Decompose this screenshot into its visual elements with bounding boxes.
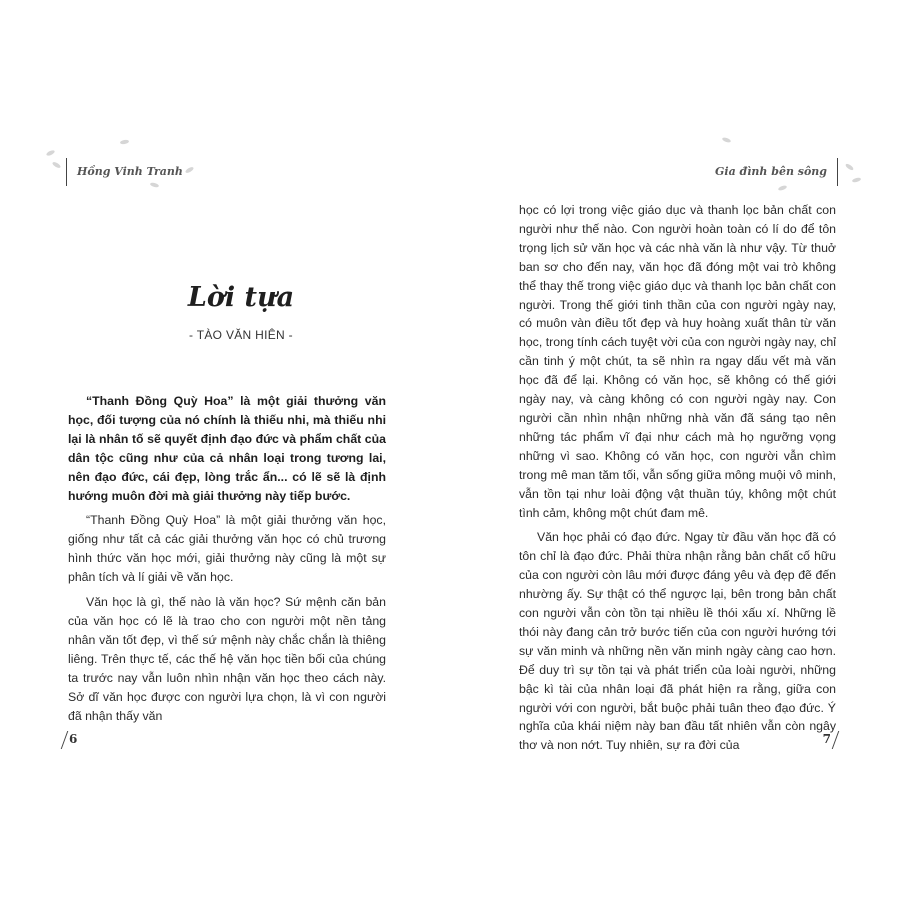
running-head-right-text: Gia đình bên sông <box>715 165 827 178</box>
page-number-left <box>60 728 77 750</box>
running-head-left <box>66 158 183 186</box>
paragraph: Văn học phải có đạo đức. Ngay từ đầu văn học đã có tôn chỉ là đạo đức. Phải thừa nhận rằng bản chất cố hữu của con người còn lâu mới được đáng yêu và đẹp đẽ đến nhường ấy. Sự thật có thể ngược lại, bên trong bản chất con người vẫn còn tồn tại nhiều lề thói xấu xí. Những lề thói này đang cản trở bước tiến của con người hướng tới sự văn minh và những nền văn minh ngày càng cao hơn. Để duy trì sự tồn tại và phát triển của loài người, những bậc kì tài của nhân loại đã phát hiện ra rằng, giữa con người với con người, bắt buộc phải tuân theo đạo đức. Ý nghĩa của khái niệm này ban đầu tất nhiên vẫn còn ngây thơ và non nớt. Tuy nhiên, sự ra đời của <box>519 530 836 753</box>
running-head-right <box>715 158 838 186</box>
paragraph: “Thanh Đồng Quỳ Hoa” là một giải thưởng văn học, giống như tất cả các giải thưởng văn học có chủ trương hình thức văn học mới, giải thưởng này cũng là một sự phân tích và lí giải về văn học. <box>68 513 386 585</box>
petal-decoration <box>185 166 195 174</box>
petal-decoration <box>852 177 862 183</box>
petal-decoration <box>845 163 855 171</box>
page-number-left-text: 6 <box>69 732 78 746</box>
page-number-right-text: 7 <box>822 732 831 746</box>
petal-decoration <box>46 149 56 156</box>
paragraph: học có lợi trong việc giáo dục và thanh lọc bản chất con người như thế nào. Con người hoàn toàn có lí do để tôn trọng lịch sử văn học và các nhà văn là như vậy. Từ thuở ban sơ cho đến nay, văn học đã đóng một vai trò không thể thay thế trong việc giáo dục và thanh lọc bản chất con người. Trong thế giới tinh thần của con người ngày nay, có muôn vàn điều tốt đẹp và huy hoàng xuất thân từ văn học, trong tính cách tuyệt vời của con người ngày nay, chỉ cần tinh ý một chút, ta sẽ nhìn ra ngay dấu vết mà văn học đã để lại. Không có văn học, sẽ không có thế giới ngày nay, và càng không có con người ngày nay. Con người cần nhìn nhận những nhà văn đã sáng tạo nên những tác phẩm vĩ đại như cách mà họ ngưỡng vọng những vì sao. Không có văn học, con người vẫn chìm trong mê man tăm tối, vẫn sống giữa mông muội vô minh, vẫn tồn tại như loài động vật thuần túy, không một chút tình cảm, không một chút đam mê. <box>519 203 836 520</box>
chapter-author: - TÀO VĂN HIÊN - <box>189 328 293 342</box>
slash-ornament <box>832 731 840 749</box>
petal-decoration <box>120 139 130 145</box>
petal-decoration <box>52 161 62 169</box>
running-head-left-text: Hồng Vinh Tranh <box>77 165 183 178</box>
page-number-right <box>823 728 840 750</box>
slash-ornament <box>61 731 69 749</box>
right-page-body <box>519 201 836 761</box>
paragraph: “Thanh Đồng Quỳ Hoa” là một giải thưởng văn học, đối tượng của nó chính là thiếu nhi, mà thiếu nhi lại là nhân tố sẽ quyết định đạo đức và phẩm chất của dân tộc cũng như của cả nhân loại trong tương lai, nên đạo đức, cái đẹp, lòng trắc ẩn... có lẽ sẽ là định hướng muôn đời mà giải thưởng này tiếp bước. <box>68 394 386 503</box>
petal-decoration <box>722 137 732 144</box>
chapter-title: Lời tựa <box>187 282 295 313</box>
paragraph: Văn học là gì, thế nào là văn học? Sứ mệnh căn bản của văn học có lẽ là trao cho con người một nền tảng nhân văn tốt đẹp, vì thế sứ mệnh này chắc chắn là thiêng liêng. Trên thực tế, các thế hệ văn học tiền bối của chúng ta trước nay vẫn luôn nhìn nhận văn học theo cách này. Sở dĩ văn học được con người lựa chọn, là vì con người đã nhận thấy văn <box>68 595 386 723</box>
left-page-body <box>68 392 386 731</box>
